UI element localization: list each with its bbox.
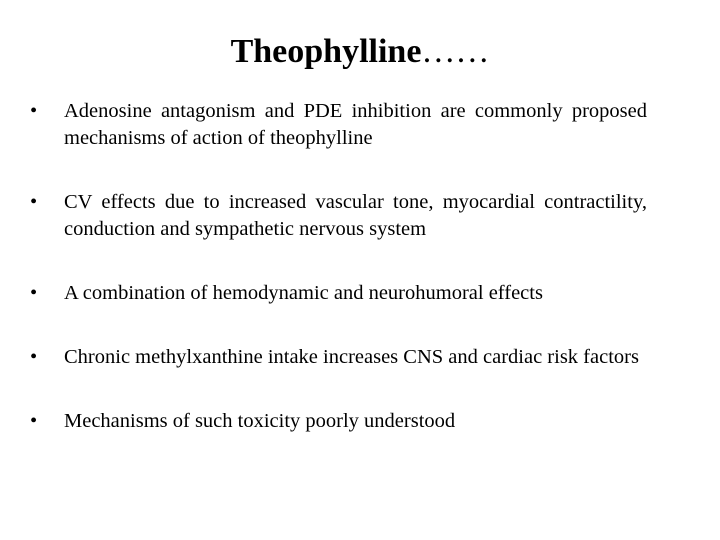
bullet-text: CV effects due to increased vascular tone, myocardial contractility, conduction and sympathetic nervous system xyxy=(64,191,647,240)
bullet-text: Chronic methylxanthine intake increases CNS and cardiac risk factors xyxy=(64,346,639,368)
bullet-dot: • xyxy=(30,100,38,122)
slide-title-text: Theophylline xyxy=(230,33,422,70)
slide-title xyxy=(0,30,720,74)
bullet-text: A combination of hemodynamic and neurohumoral effects xyxy=(64,282,543,304)
bullet-item xyxy=(30,344,647,371)
bullet-dot: • xyxy=(30,191,38,213)
bullet-item xyxy=(30,280,647,307)
bullet-item xyxy=(30,189,647,243)
bullet-text: Mechanisms of such toxicity poorly understood xyxy=(64,410,456,432)
bullet-dot: • xyxy=(30,346,38,368)
bullet-dot: • xyxy=(30,410,38,432)
bullet-item xyxy=(30,98,647,152)
bullet-text: Adenosine antagonism and PDE inhibition are commonly proposed mechanisms of action of theophylline xyxy=(64,100,647,149)
slide-title-ellipsis: …… xyxy=(421,33,490,70)
bullet-item xyxy=(30,408,647,435)
bullet-dot: • xyxy=(30,282,38,304)
bullet-list xyxy=(30,98,647,472)
